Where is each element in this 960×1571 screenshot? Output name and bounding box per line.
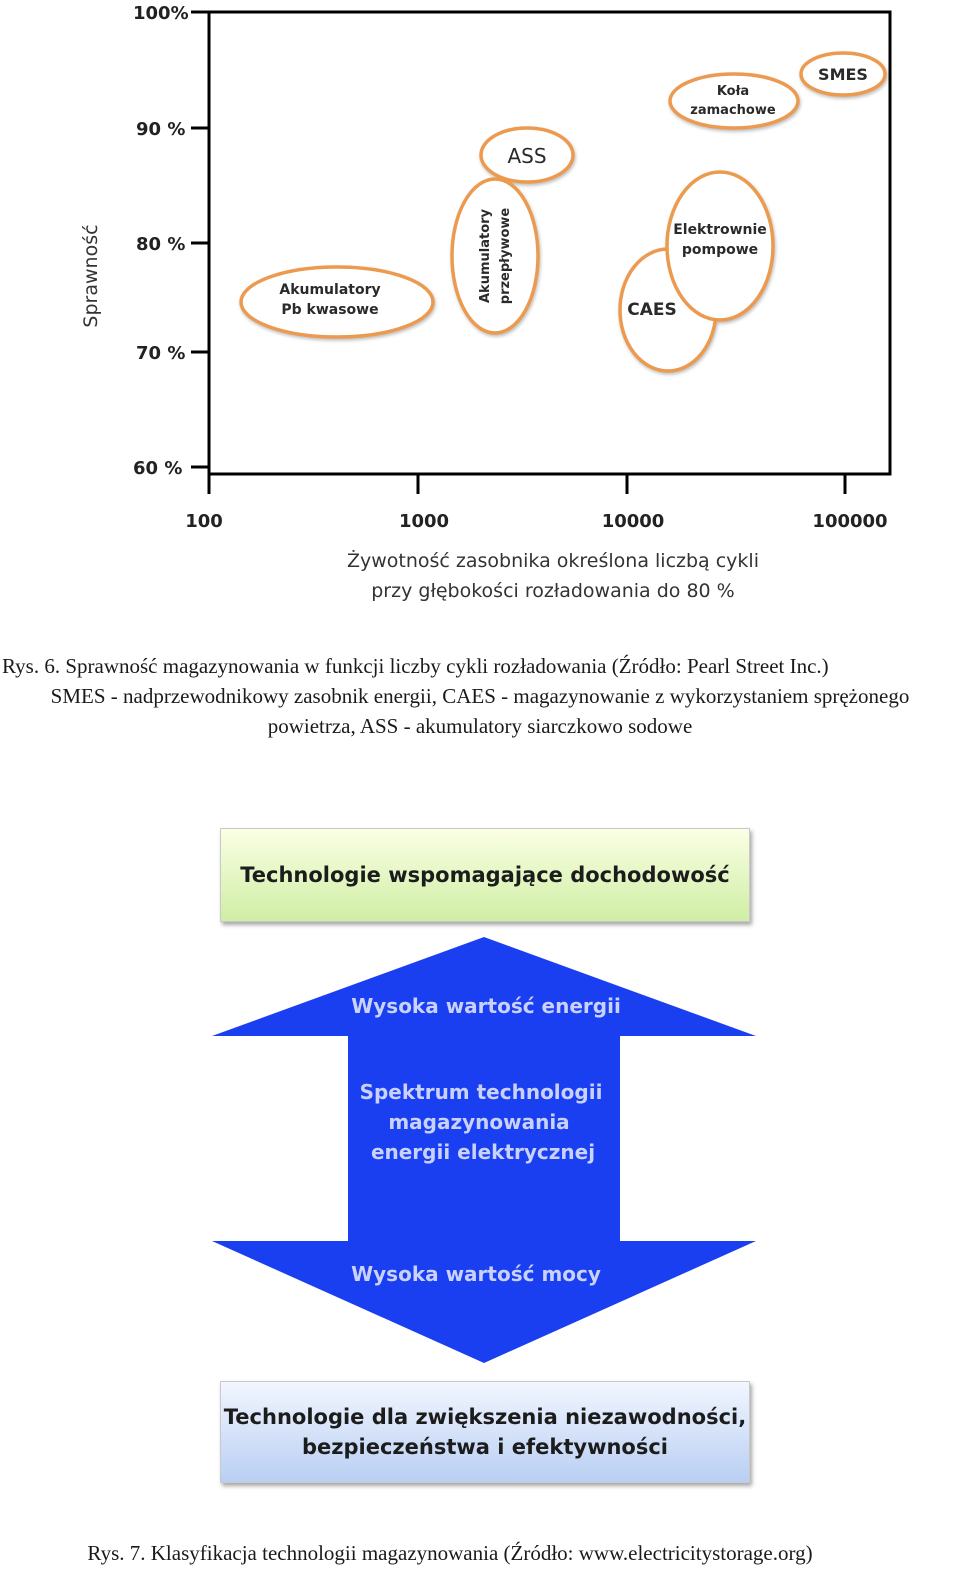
bubble-label-pumped-line-2: pompowe	[681, 242, 759, 258]
spectrum-label-line-3: energii elektrycznej	[370, 1140, 596, 1164]
x-axis-label-line-2: przy głębokości rozładowania do 80 %	[371, 580, 735, 602]
bubbles	[241, 53, 885, 371]
bubble-label-ass: ASS	[507, 144, 547, 168]
bubble-label-pb-line-1: Akumulatory	[279, 282, 381, 298]
x-tick-label: 100	[185, 511, 223, 532]
figure-6-caption-line-3: powietrza, ASS - akumulatory siarczkowo sodowe	[267, 714, 693, 738]
bubble-label-pumped-line-1: Elektrownie	[673, 222, 767, 238]
y-axis	[133, 3, 209, 479]
y-tick-label: 60 %	[133, 458, 183, 479]
bubble-flow-battery	[452, 179, 538, 333]
profitability-technologies-label: Technologie wspomagające dochodowość	[240, 863, 730, 887]
y-tick-label: 80 %	[136, 234, 186, 255]
reliability-label-line-2: bezpieczeństwa i efektywności	[301, 1435, 668, 1459]
efficiency-chart	[0, 0, 960, 640]
bubble-label-caes: CAES	[627, 300, 677, 320]
figure-7-caption: Rys. 7. Klasyfikacja technologii magazynowania (Źródło: www.electricitystorage.org)	[87, 1541, 813, 1565]
bubble-label-smes: SMES	[818, 65, 868, 84]
spectrum-label-line-2: magazynowania	[388, 1110, 570, 1134]
x-axis-label-line-1: Żywotność zasobnika określona liczbą cykli	[346, 550, 760, 572]
figure-6-caption-line-1: Rys. 6. Sprawność magazynowania w funkcji liczby cykli rozładowania (Źródło: Pearl Street Inc.)	[2, 654, 829, 678]
y-tick-label: 90 %	[136, 119, 186, 140]
y-tick-label: 70 %	[136, 343, 186, 364]
reliability-technologies-box	[220, 1381, 750, 1483]
bubble-label-flow-line-1: Akumulatory	[478, 208, 493, 304]
y-axis-label: Sprawność	[80, 224, 102, 328]
x-tick-label: 1000	[398, 511, 450, 532]
bubble-label-pb-line-2: Pb kwasowe	[281, 302, 379, 318]
bubble-label-flywheel-line-2: zamachowe	[690, 103, 776, 118]
x-tick-label: 10000	[601, 511, 665, 532]
double-arrow-diagram	[0, 930, 960, 1370]
y-tick-label: 100%	[133, 3, 189, 24]
reliability-technologies-label	[224, 1402, 746, 1462]
x-axis	[185, 474, 887, 532]
high-power-value-label: Wysoka wartość mocy	[351, 1262, 601, 1286]
high-energy-value-label: Wysoka wartość energii	[351, 994, 621, 1018]
bubble-label-flywheel-line-1: Koła	[716, 84, 750, 99]
figure-6-caption-line-2: SMES - nadprzewodnikowy zasobnik energii, CAES - magazynowanie z wykorzystaniem sprężonego	[50, 684, 910, 708]
reliability-label-line-1: Technologie dla zwiększenia niezawodności,	[223, 1405, 747, 1429]
spectrum-label-line-1: Spektrum technologii	[359, 1080, 603, 1104]
plot-frame	[209, 12, 890, 474]
profitability-technologies-box	[220, 828, 750, 922]
bubble-label-flow-line-2: przepływowe	[498, 207, 513, 305]
x-tick-label: 100000	[812, 511, 888, 532]
bubble-flywheel	[670, 74, 798, 128]
